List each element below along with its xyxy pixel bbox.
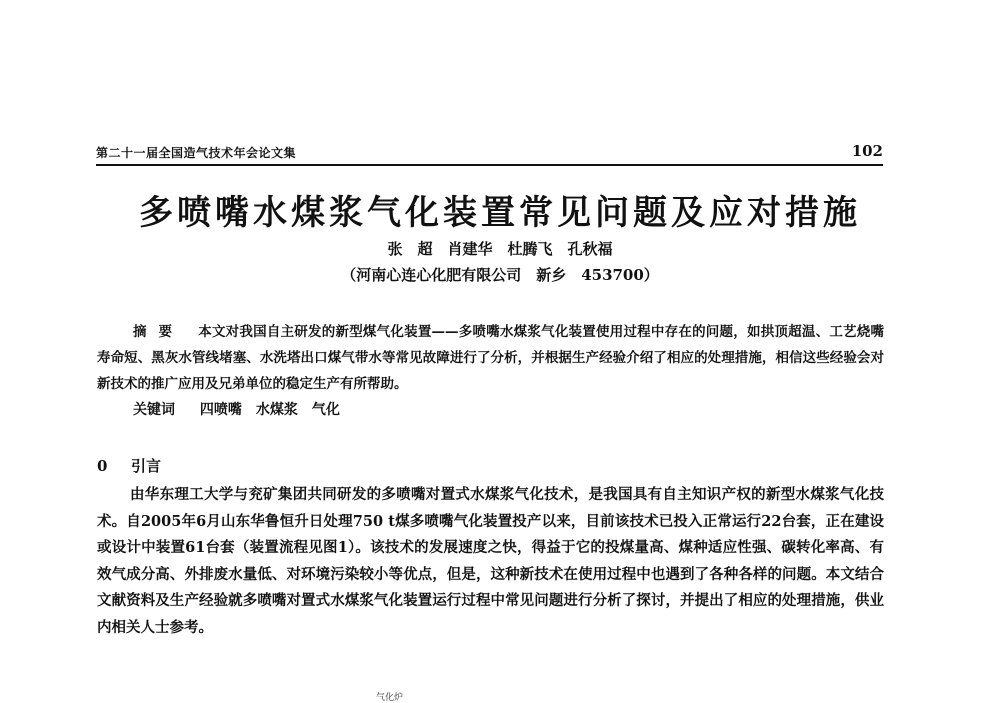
author-affiliation: （河南心连心化肥有限公司 新乡 453700） [341,266,659,284]
page-number: 102 [851,142,883,160]
author-list: 张 超 肖建华 杜腾飞 孔秋福 [387,240,613,258]
section-title: 引言 [131,457,162,475]
abstract-block [97,319,884,397]
body-paragraph: 由华东理工大学与兖矿集团共同研发的多喷嘴对置式水煤浆气化技术，是我国具有自主知识产权的新型水煤浆气化技术。自2005年6月山东华鲁恒升日处理750 t煤多喷嘴气化装置投产以来，目前该技术已投入正常运行22台套，正在建设或设计中装置61台套（装置流程见图1）。该技术的发展速度之快，得益于它的投煤量高、煤种适应性强、碳转化率高、有效气成分高、外排废水量低、对环境污染较小等优点，但是，这种新技术在使用过程中也遇到了各种各样的问题。本文结合文献资料及生产经验就多喷嘴对置式水煤浆气化装置运行过程中常见问题进行分析了探讨，并提出了相应的处理措施，供业内相关人士参考。 [97,486,884,636]
keywords-block [133,399,340,419]
running-header [96,140,883,166]
keywords-text: 四喷嘴 水煤浆 气化 [199,402,340,418]
figure-label-fragment: 气化炉 [376,693,404,703]
keywords-label: 关键词 [133,402,175,418]
section-number: 0 [97,457,108,475]
paper-title: 多喷嘴水煤浆气化装置常见问题及应对措施 [139,193,861,233]
abstract-label: 摘要 [133,324,184,340]
journal-name: 第二十一届全国造气技术年会论文集 [96,146,297,160]
section-heading [97,455,161,476]
abstract-text: 本文对我国自主研发的新型煤气化装置——多喷嘴水煤浆气化装置使用过程中存在的问题，如拱顶超温、工艺烧嘴寿命短、黑灰水管线堵塞、水洗塔出口煤气带水等常见故障进行了分析，并根据生产经验介绍了相应的处理措施，相信这些经验会对新技术的推广应用及兄弟单位的稳定生产有所帮助。 [97,324,884,392]
